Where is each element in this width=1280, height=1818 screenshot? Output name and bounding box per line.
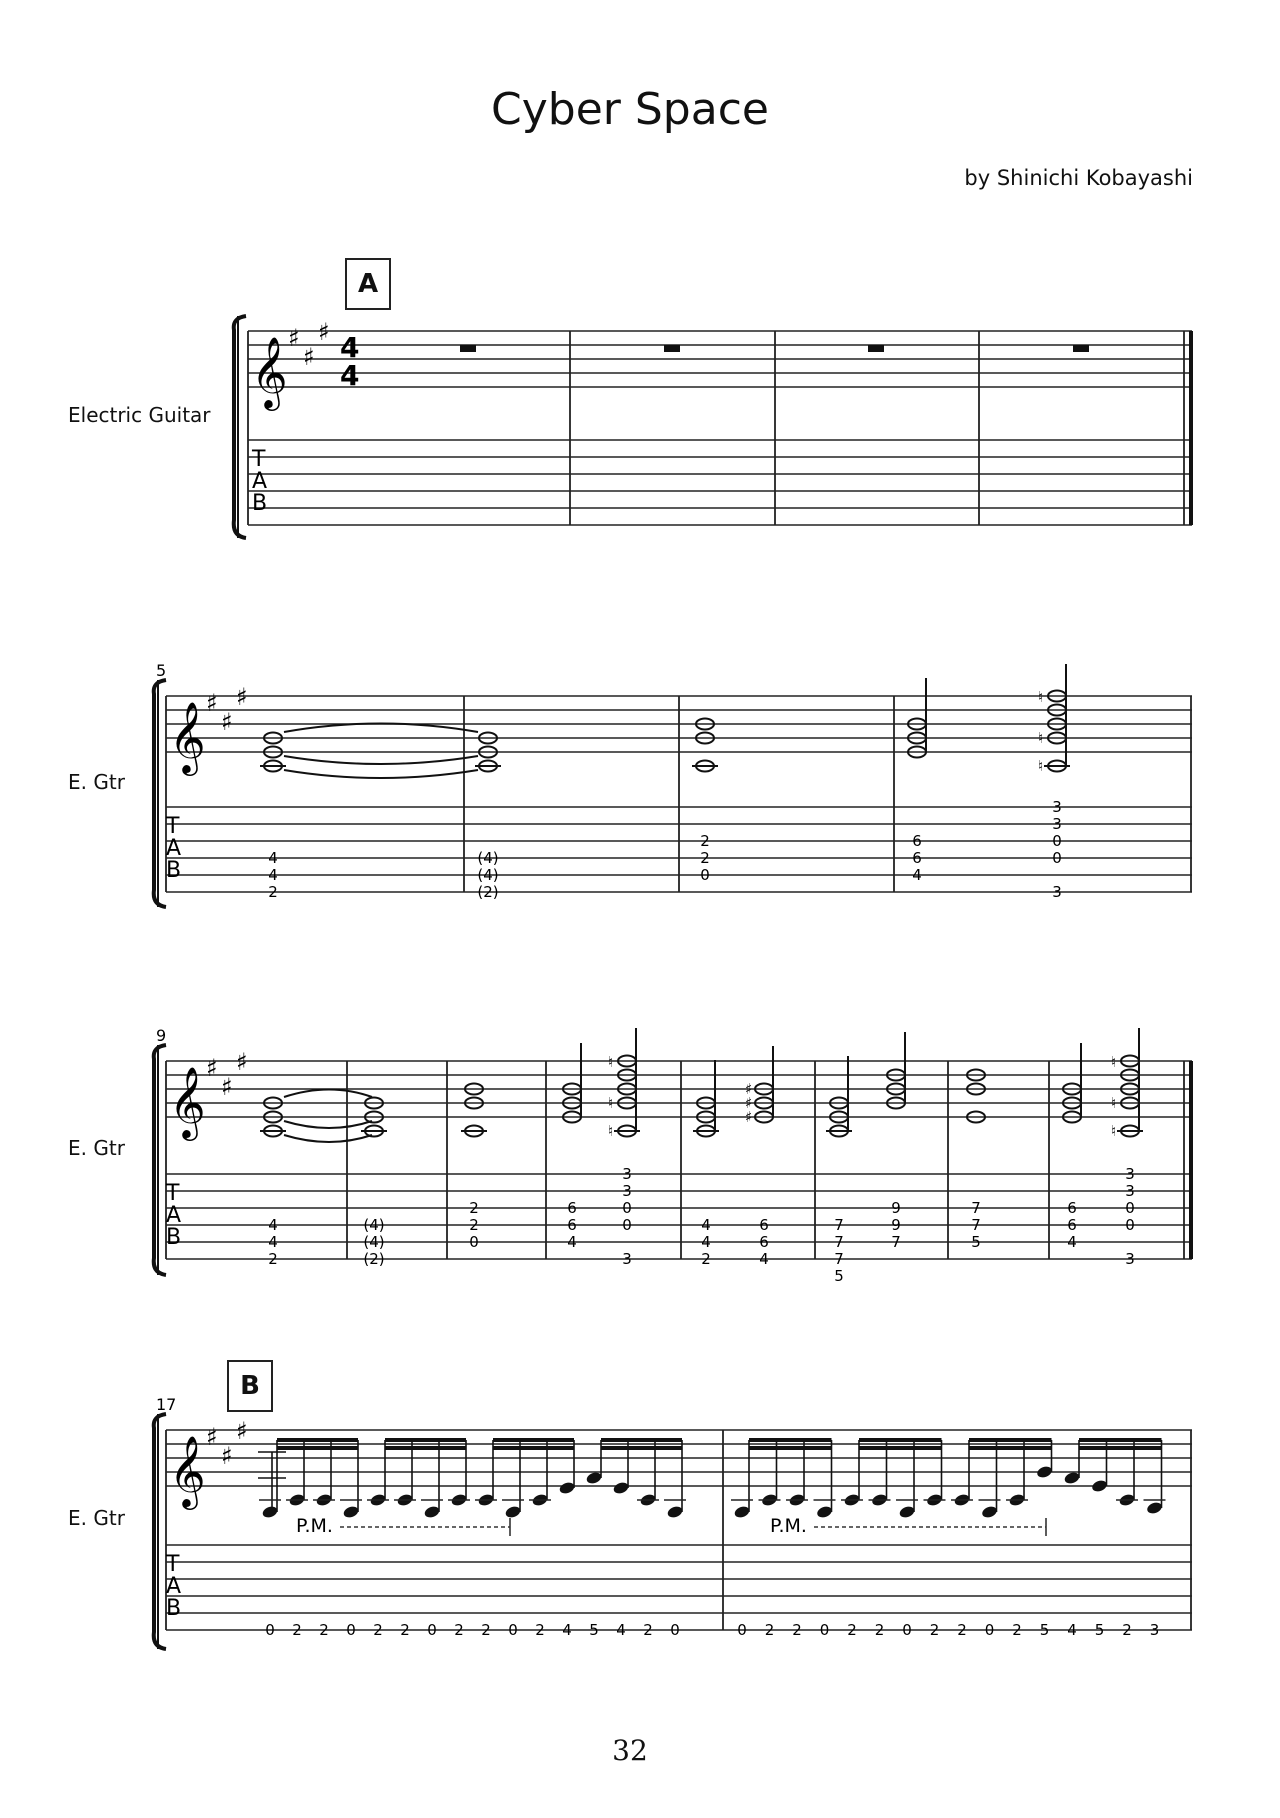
note-head xyxy=(981,1505,999,1520)
svg-text:0: 0 xyxy=(469,1233,479,1251)
tab-fret: 5 xyxy=(1094,1621,1105,1639)
svg-text:9: 9 xyxy=(891,1216,901,1234)
svg-text:7: 7 xyxy=(971,1216,981,1234)
note-head xyxy=(1063,1471,1081,1486)
treble-clef-icon: 𝄞 xyxy=(169,1065,206,1138)
svg-text:(4): (4) xyxy=(477,849,499,867)
tab-fret: 2 xyxy=(319,1621,329,1639)
svg-text:(4): (4) xyxy=(477,866,499,884)
svg-text:0: 0 xyxy=(1052,832,1062,850)
svg-text:♯: ♯ xyxy=(745,1108,753,1126)
svg-text:♯: ♯ xyxy=(206,1423,218,1451)
svg-text:♮: ♮ xyxy=(1038,688,1044,706)
svg-text:2: 2 xyxy=(469,1199,479,1217)
svg-text:A: A xyxy=(166,836,182,861)
svg-text:4: 4 xyxy=(1067,1233,1077,1251)
svg-text:(4): (4) xyxy=(363,1216,385,1234)
instrument-label-system-3: E. Gtr xyxy=(68,1136,125,1160)
key-signature xyxy=(206,683,248,736)
svg-text:3: 3 xyxy=(622,1250,632,1268)
palm-mute-label-2: P.M. xyxy=(770,1515,807,1537)
note-head xyxy=(261,1505,279,1520)
chord-m8 xyxy=(908,664,1070,772)
svg-text:3: 3 xyxy=(1052,883,1062,901)
tab-staff xyxy=(248,440,1192,525)
svg-text:♯: ♯ xyxy=(303,343,315,371)
rehearsal-mark-a: A xyxy=(345,258,391,310)
svg-text:4: 4 xyxy=(701,1233,711,1251)
svg-text:3: 3 xyxy=(1125,1165,1135,1183)
measure-number: 9 xyxy=(156,1026,167,1045)
tab-fret: 2 xyxy=(454,1621,464,1639)
tab-fret: 0 xyxy=(670,1621,680,1639)
svg-text:4: 4 xyxy=(268,849,278,867)
instrument-label-system-4: E. Gtr xyxy=(68,1506,125,1530)
svg-text:2: 2 xyxy=(700,849,710,867)
svg-text:(4): (4) xyxy=(363,1233,385,1251)
svg-text:B: B xyxy=(252,491,268,516)
svg-text:6: 6 xyxy=(1067,1216,1077,1234)
svg-text:7: 7 xyxy=(971,1199,981,1217)
svg-text:A: A xyxy=(166,1574,182,1599)
beam-groups xyxy=(259,1440,1166,1519)
tab-fret: 0 xyxy=(265,1621,275,1639)
svg-text:0: 0 xyxy=(1125,1199,1135,1217)
svg-text:0: 0 xyxy=(700,866,710,884)
svg-text:9: 9 xyxy=(891,1199,901,1217)
svg-text:0: 0 xyxy=(1125,1216,1135,1234)
svg-text:6: 6 xyxy=(912,849,922,867)
svg-text:♯: ♯ xyxy=(745,1080,753,1098)
svg-text:3: 3 xyxy=(1125,1250,1135,1268)
svg-text:♯: ♯ xyxy=(236,1417,248,1445)
tab-fret: 0 xyxy=(737,1621,747,1639)
system-brace xyxy=(154,1045,166,1275)
svg-text:6: 6 xyxy=(567,1199,577,1217)
svg-text:♯: ♯ xyxy=(288,324,300,352)
svg-text:♮: ♮ xyxy=(608,1053,614,1071)
svg-text:6: 6 xyxy=(912,832,922,850)
svg-text:♯: ♯ xyxy=(221,1442,233,1470)
palm-mute-label: P.M. xyxy=(296,1515,333,1537)
treble-clef-icon: 𝄞 xyxy=(169,1434,206,1507)
svg-text:3: 3 xyxy=(1052,798,1062,816)
svg-text:6: 6 xyxy=(1067,1199,1077,1217)
svg-text:4: 4 xyxy=(268,1233,278,1251)
note-head xyxy=(558,1481,576,1496)
svg-text:(2): (2) xyxy=(363,1250,385,1268)
instrument-label-system-2: E. Gtr xyxy=(68,770,125,794)
tab-fret: 2 xyxy=(847,1621,857,1639)
note-head xyxy=(612,1481,630,1496)
svg-text:♯: ♯ xyxy=(318,318,330,346)
tab-fret: 2 xyxy=(1122,1621,1132,1639)
tab-fret: 2 xyxy=(400,1621,410,1639)
key-signature xyxy=(206,1417,248,1470)
tab-fret: 0 xyxy=(427,1621,437,1639)
svg-text:4: 4 xyxy=(268,866,278,884)
svg-text:A: A xyxy=(252,469,268,494)
tab-fret: 2 xyxy=(957,1621,967,1639)
svg-text:4: 4 xyxy=(912,866,922,884)
treble-clef-icon: 𝄞 xyxy=(251,335,288,408)
key-signature xyxy=(288,318,330,371)
tab-fret: 2 xyxy=(373,1621,383,1639)
note-head xyxy=(585,1471,603,1486)
tab-fret: 4 xyxy=(562,1621,572,1639)
svg-text:B: B xyxy=(166,1596,182,1621)
rehearsal-mark-b: B xyxy=(227,1360,273,1412)
tab-fret: 2 xyxy=(764,1621,775,1639)
svg-text:4: 4 xyxy=(268,1216,278,1234)
tab-fret: 0 xyxy=(984,1621,995,1639)
tab-fret: 2 xyxy=(535,1621,545,1639)
note-head xyxy=(423,1505,441,1520)
tab-fret: 2 xyxy=(643,1621,653,1639)
svg-text:3: 3 xyxy=(622,1182,632,1200)
time-signature xyxy=(340,331,359,392)
tab-staff xyxy=(166,1174,1192,1259)
svg-text:6: 6 xyxy=(759,1216,769,1234)
naturals xyxy=(1038,688,1043,775)
tab-fret: 2 xyxy=(874,1621,885,1639)
tab-fret: 3 xyxy=(1149,1621,1160,1639)
svg-text:♯: ♯ xyxy=(206,689,218,717)
svg-text:2: 2 xyxy=(469,1216,479,1234)
tab-fret: 2 xyxy=(929,1621,940,1639)
svg-text:3: 3 xyxy=(1052,815,1062,833)
svg-text:♯: ♯ xyxy=(236,1048,248,1076)
svg-text:♯: ♯ xyxy=(745,1094,753,1112)
tab-fret: 5 xyxy=(1039,1621,1050,1639)
system-1 xyxy=(234,316,1192,538)
tab-fret: 0 xyxy=(346,1621,356,1639)
svg-text:2: 2 xyxy=(700,832,710,850)
tab-clef xyxy=(165,1181,181,1250)
tab-fret: 4 xyxy=(1067,1621,1077,1639)
system-4 xyxy=(154,1395,1192,1649)
svg-text:5: 5 xyxy=(971,1233,981,1251)
svg-text:T: T xyxy=(252,447,266,472)
svg-text:(2): (2) xyxy=(477,883,499,901)
svg-text:0: 0 xyxy=(622,1199,632,1217)
measure-number: 17 xyxy=(156,1395,177,1414)
svg-text:7: 7 xyxy=(834,1233,844,1251)
note-head xyxy=(1036,1465,1054,1480)
measure-number: 5 xyxy=(156,661,167,680)
composer-credit: by Shinichi Kobayashi xyxy=(964,166,1193,190)
system-brace xyxy=(154,1414,166,1649)
svg-text:7: 7 xyxy=(891,1233,901,1251)
note-head xyxy=(666,1505,684,1520)
treble-clef-icon: 𝄞 xyxy=(169,700,206,773)
svg-text:♮: ♮ xyxy=(608,1094,614,1112)
svg-text:♮: ♮ xyxy=(1111,1094,1117,1112)
note-head xyxy=(1146,1501,1164,1516)
key-signature xyxy=(206,1048,248,1101)
chord-m7 xyxy=(692,719,718,772)
instrument-label-system-1: Electric Guitar xyxy=(68,403,211,427)
tab-numbers xyxy=(268,798,1062,901)
accidentals-system-3 xyxy=(608,1053,1116,1140)
svg-text:2: 2 xyxy=(701,1250,711,1268)
svg-text:5: 5 xyxy=(834,1267,844,1285)
svg-text:♯: ♯ xyxy=(206,1054,218,1082)
note-head xyxy=(733,1505,751,1520)
tab-fret: 2 xyxy=(792,1621,802,1639)
svg-text:6: 6 xyxy=(567,1216,577,1234)
svg-text:4: 4 xyxy=(340,331,360,364)
svg-text:T: T xyxy=(166,1552,180,1577)
svg-text:T: T xyxy=(166,1181,180,1206)
note-head xyxy=(816,1505,834,1520)
note-head xyxy=(898,1505,916,1520)
tab-staff xyxy=(166,1545,1192,1630)
svg-text:2: 2 xyxy=(268,1250,278,1268)
svg-text:♯: ♯ xyxy=(221,708,233,736)
tab-clef xyxy=(251,447,267,516)
svg-text:♯: ♯ xyxy=(236,683,248,711)
tab-fret: 2 xyxy=(1012,1621,1022,1639)
svg-text:3: 3 xyxy=(1125,1182,1135,1200)
svg-text:4: 4 xyxy=(701,1216,711,1234)
tab-fret: 0 xyxy=(508,1621,518,1639)
svg-text:0: 0 xyxy=(622,1216,632,1234)
tab-clef xyxy=(165,814,181,883)
svg-text:A: A xyxy=(166,1203,182,1228)
svg-text:7: 7 xyxy=(834,1216,844,1234)
svg-text:7: 7 xyxy=(834,1250,844,1268)
system-2 xyxy=(154,661,1192,907)
svg-text:3: 3 xyxy=(622,1165,632,1183)
notation-staff xyxy=(248,331,1192,387)
tab-fret: 4 xyxy=(616,1621,626,1639)
system-3 xyxy=(154,1026,1192,1285)
score-title: Cyber Space xyxy=(491,84,769,135)
svg-text:♮: ♮ xyxy=(1111,1122,1117,1140)
svg-text:0: 0 xyxy=(1052,849,1062,867)
svg-text:4: 4 xyxy=(567,1233,577,1251)
svg-text:B: B xyxy=(166,858,182,883)
svg-text:♮: ♮ xyxy=(1038,729,1044,747)
svg-text:♯: ♯ xyxy=(221,1073,233,1101)
svg-text:♮: ♮ xyxy=(1111,1053,1117,1071)
tab-fret: 0 xyxy=(902,1621,912,1639)
svg-text:4: 4 xyxy=(340,359,360,392)
svg-text:6: 6 xyxy=(759,1233,769,1251)
chords-system-3 xyxy=(260,1028,1143,1142)
tab-fret: 5 xyxy=(589,1621,599,1639)
svg-text:2: 2 xyxy=(268,883,278,901)
svg-text:B: B xyxy=(166,1225,182,1250)
tab-clef xyxy=(165,1552,181,1621)
note-head xyxy=(342,1505,360,1520)
system-brace xyxy=(234,316,246,538)
system-brace xyxy=(154,680,166,907)
svg-text:T: T xyxy=(166,814,180,839)
sixteenth-notes-m17 xyxy=(258,1452,286,1510)
note-head xyxy=(1091,1479,1109,1494)
chord-m5 xyxy=(260,724,478,779)
note-head xyxy=(504,1505,522,1520)
tab-fret: 2 xyxy=(481,1621,491,1639)
page-number: 32 xyxy=(612,1734,648,1767)
svg-text:♮: ♮ xyxy=(1038,757,1044,775)
tab-fret: 0 xyxy=(819,1621,830,1639)
svg-text:♮: ♮ xyxy=(608,1122,614,1140)
svg-text:4: 4 xyxy=(759,1250,769,1268)
tab-fret: 2 xyxy=(292,1621,302,1639)
